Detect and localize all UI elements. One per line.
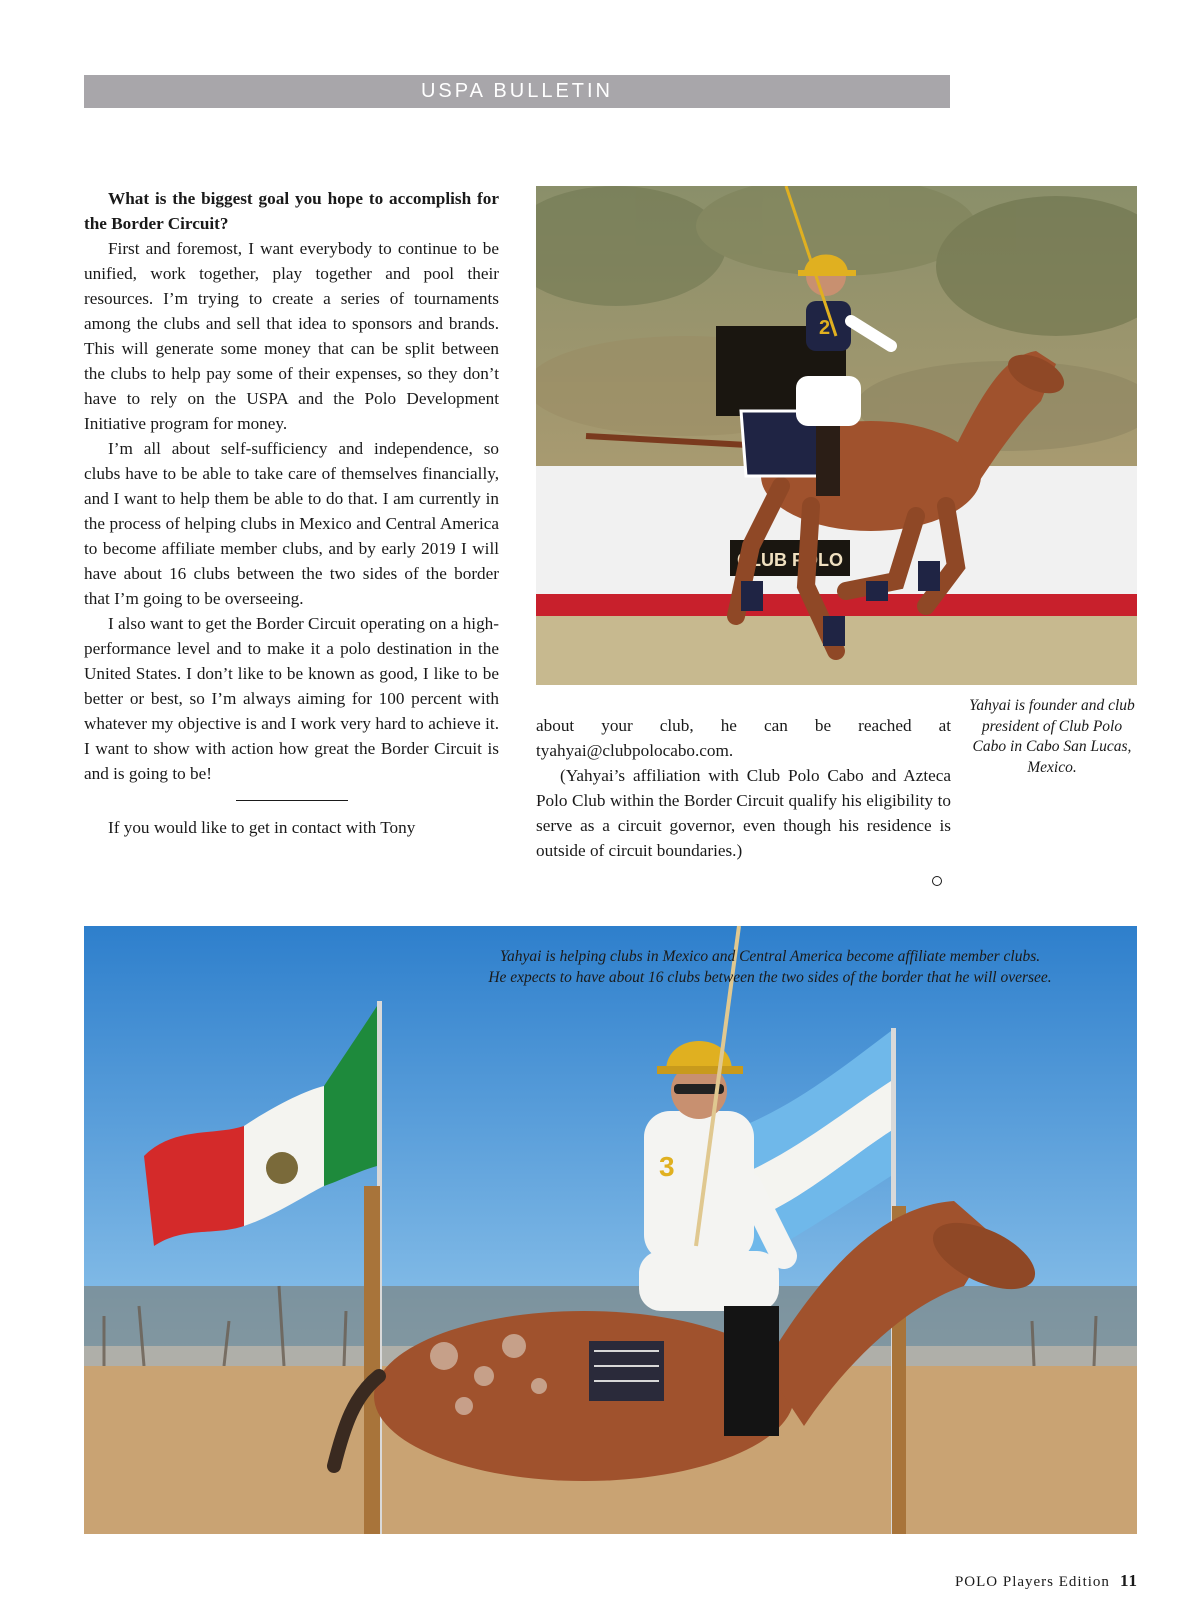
end-mark-icon [932, 876, 942, 886]
contact-text-start: If you would like to get in contact with Tony [108, 818, 416, 837]
article-paragraph: I also want to get the Border Circuit operating on a high-performance level and to make it a polo destination in the United States. I don’t like to be known as good, I like to be better or best, so I’m always aiming for 100 percent with whatever my objective is and I work very hard to achieve it. I want to show with action how great the Border Circuit is and is going to be! [84, 614, 499, 783]
page-number: 11 [1119, 1571, 1138, 1590]
photo-caption: Yahyai is founder and club president of Club Polo Cabo in Cabo San Lucas, Mexico. [969, 697, 1135, 776]
caption-line: He expects to have about 16 clubs between the two sides of the border that he will oversee. [488, 969, 1052, 986]
flags-polo-photo [84, 926, 1137, 1534]
sign-text: CLUB POLO [737, 550, 843, 570]
jersey-number: 2 [819, 317, 831, 339]
article-right-column [536, 713, 951, 863]
affiliation-note: (Yahyai’s affiliation with Club Polo Cabo and Azteca Polo Club within the Border Circuit qualify his eligibility to serve as a circuit governor, even though his residence is outside of circuit boundaries.) [536, 766, 951, 860]
jersey-number: 3 [659, 1151, 675, 1182]
section-banner: USPA BULLETIN [84, 75, 950, 108]
publication-name: POLO Players Edition [954, 1574, 1110, 1590]
section-divider [236, 800, 348, 801]
contact-text-end: about your club, he can be reached at tyahyai@clubpolocabo.com. [536, 716, 951, 760]
page-footer [955, 1571, 1138, 1591]
article-paragraph: I’m all about self-sufficiency and independence, so clubs have to be able to take care of themselves financially, and I want to help them be able to do that. I am currently in the process of helping clubs in Mexico and Central America to become affiliate member clubs, and by early 2019 I will have about 16 clubs between the two sides of the border that I’m going to be overseeing. [84, 439, 499, 608]
article-left-column [84, 186, 499, 840]
polo-action-photo [536, 186, 1137, 685]
interview-question: What is the biggest goal you hope to accomplish for the Border Circuit? [84, 189, 499, 233]
photo-caption [430, 946, 1110, 988]
article-paragraph: First and foremost, I want everybody to continue to be unified, work together, play together and pool their resources. I’m trying to create a series of tournaments among the clubs and sell that idea to sponsors and brands. This will generate some money that can be split between the clubs to help pay some of their expenses, so they don’t have to rely on the USPA and the Polo Development Initiative program for money. [84, 239, 499, 433]
caption-line: Yahyai is helping clubs in Mexico and Central America become affiliate member clubs. [499, 948, 1041, 965]
